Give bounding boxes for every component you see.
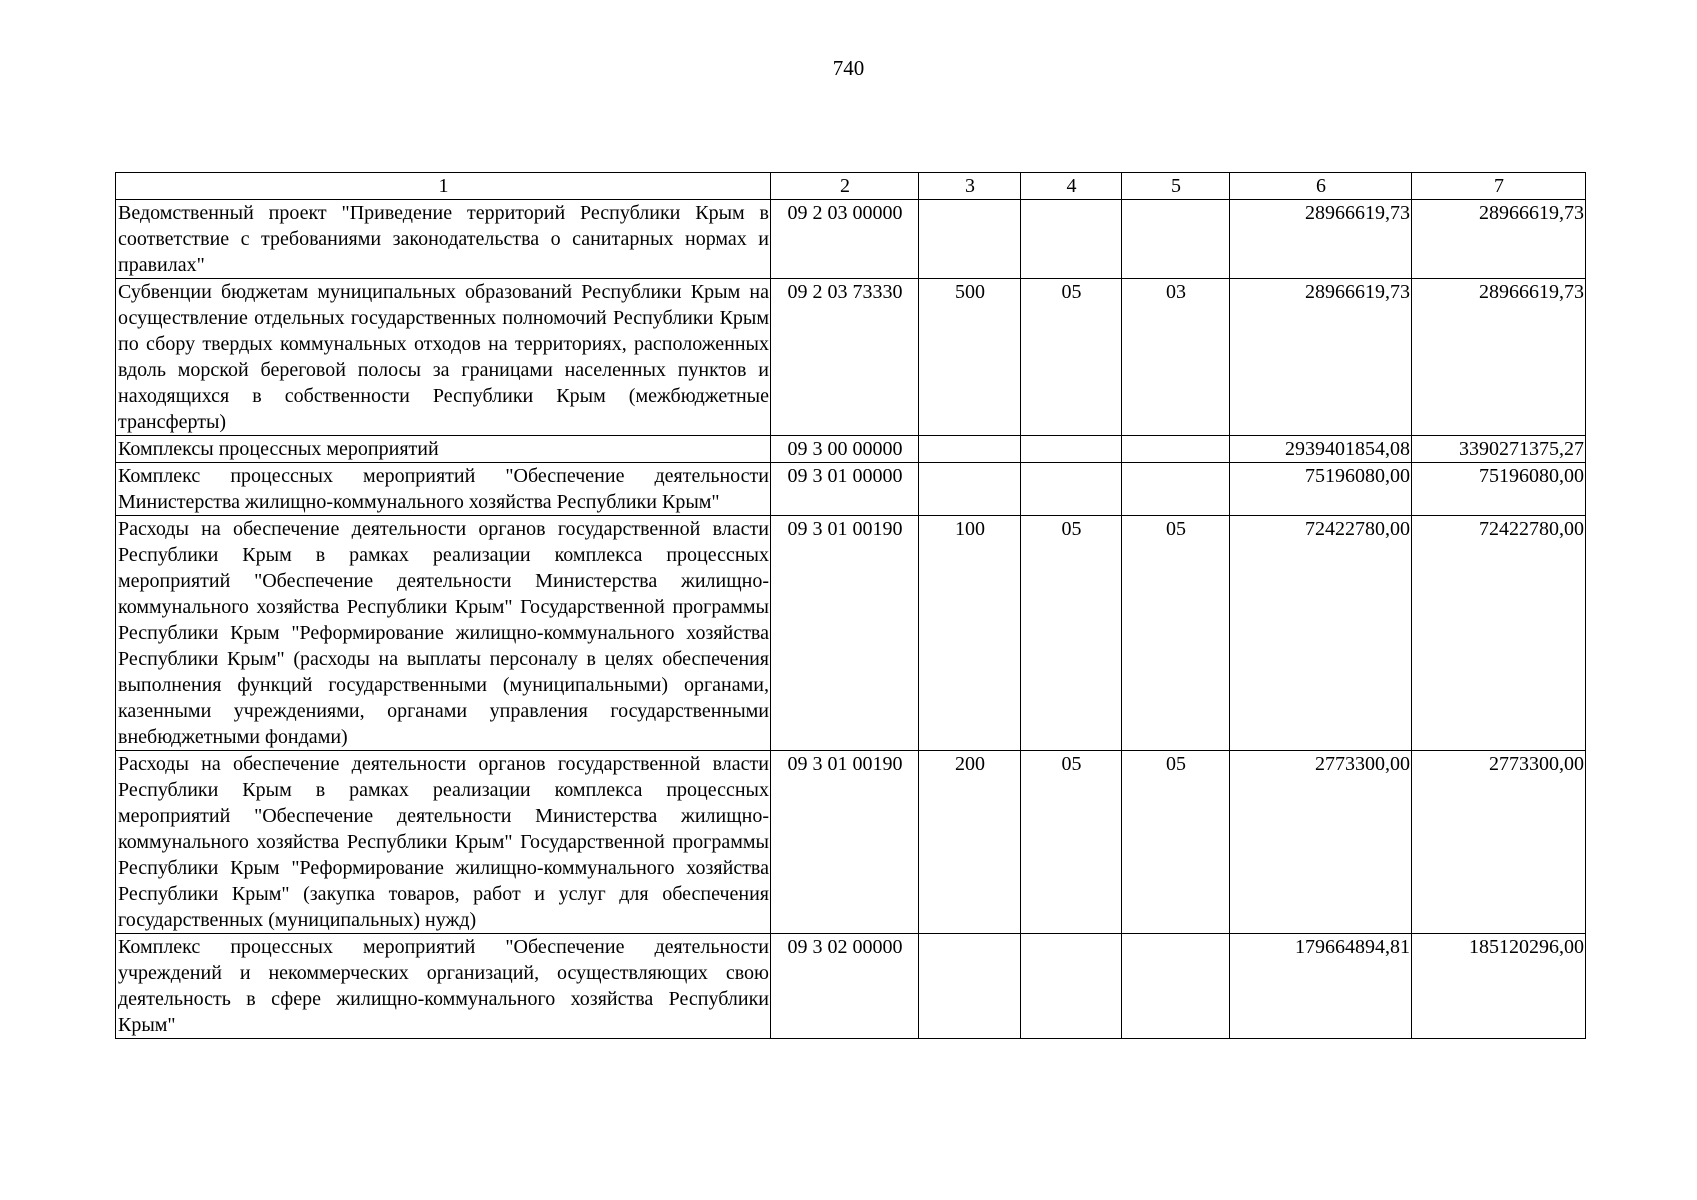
row-amount-col7: 28966619,73 xyxy=(1412,200,1586,279)
row-name: Комплексы процессных мероприятий xyxy=(116,436,771,463)
row-target-code: 09 2 03 73330 xyxy=(771,279,919,436)
row-amount-col6: 2939401854,08 xyxy=(1230,436,1412,463)
column-header-2: 2 xyxy=(771,173,919,200)
row-name: Расходы на обеспечение деятельности органов государственной власти Республики Крым в рамках реализации комплекса процессных мероприятий "Обеспечение деятельности Министерства жилищно-коммунального хозяйства Республики Крым" Государственной программы Республики Крым "Реформирование жилищно-коммунального хозяйства Республики Крым" (расходы на выплаты персоналу в целях обеспечения выполнения функций государственными (муниципальными) органами, казенными учреждениями, органами управления государственными внебюджетными фондами) xyxy=(116,516,771,751)
row-subsection: 03 xyxy=(1122,279,1230,436)
row-subsection xyxy=(1122,436,1230,463)
column-header-4: 4 xyxy=(1021,173,1122,200)
table-row xyxy=(116,279,1586,436)
column-header-3: 3 xyxy=(919,173,1021,200)
row-target-code: 09 3 00 00000 xyxy=(771,436,919,463)
row-name: Расходы на обеспечение деятельности органов государственной власти Республики Крым в рамках реализации комплекса процессных мероприятий "Обеспечение деятельности Министерства жилищно-коммунального хозяйства Республики Крым" Государственной программы Республики Крым "Реформирование жилищно-коммунального хозяйства Республики Крым" (закупка товаров, работ и услуг для обеспечения государственных (муниципальных) нужд) xyxy=(116,751,771,934)
row-expense-type: 200 xyxy=(919,751,1021,934)
row-target-code: 09 2 03 00000 xyxy=(771,200,919,279)
column-header-7: 7 xyxy=(1412,173,1586,200)
row-amount-col7: 3390271375,27 xyxy=(1412,436,1586,463)
row-section xyxy=(1021,200,1122,279)
row-name: Ведомственный проект "Приведение территорий Республики Крым в соответствие с требованиями законодательства о санитарных нормах и правилах" xyxy=(116,200,771,279)
row-amount-col6: 179664894,81 xyxy=(1230,934,1412,1039)
page-number: 740 xyxy=(832,56,865,80)
row-section xyxy=(1021,436,1122,463)
row-amount-col7: 75196080,00 xyxy=(1412,463,1586,516)
row-subsection: 05 xyxy=(1122,516,1230,751)
budget-table xyxy=(115,172,1586,1039)
row-name: Субвенции бюджетам муниципальных образований Республики Крым на осуществление отдельных государственных полномочий Республики Крым по сбору твердых коммунальных отходов на территориях, расположенных вдоль морской береговой полосы за границами населенных пунктов и находящихся в собственности Республики Крым (межбюджетные трансферты) xyxy=(116,279,771,436)
row-target-code: 09 3 02 00000 xyxy=(771,934,919,1039)
table-row xyxy=(116,516,1586,751)
row-amount-col7: 185120296,00 xyxy=(1412,934,1586,1039)
row-amount-col6: 28966619,73 xyxy=(1230,279,1412,436)
row-amount-col7: 28966619,73 xyxy=(1412,279,1586,436)
row-name: Комплекс процессных мероприятий "Обеспечение деятельности Министерства жилищно-коммунального хозяйства Республики Крым" xyxy=(116,463,771,516)
row-amount-col6: 2773300,00 xyxy=(1230,751,1412,934)
row-subsection: 05 xyxy=(1122,751,1230,934)
row-amount-col7: 2773300,00 xyxy=(1412,751,1586,934)
column-header-6: 6 xyxy=(1230,173,1412,200)
row-amount-col6: 28966619,73 xyxy=(1230,200,1412,279)
row-expense-type xyxy=(919,436,1021,463)
row-section: 05 xyxy=(1021,279,1122,436)
row-amount-col6: 72422780,00 xyxy=(1230,516,1412,751)
row-target-code: 09 3 01 00190 xyxy=(771,516,919,751)
table-row xyxy=(116,200,1586,279)
header-row xyxy=(116,173,1586,200)
row-section xyxy=(1021,463,1122,516)
row-subsection xyxy=(1122,200,1230,279)
row-expense-type: 500 xyxy=(919,279,1021,436)
table-row xyxy=(116,436,1586,463)
row-subsection xyxy=(1122,934,1230,1039)
row-expense-type xyxy=(919,934,1021,1039)
row-expense-type xyxy=(919,200,1021,279)
row-amount-col7: 72422780,00 xyxy=(1412,516,1586,751)
row-target-code: 09 3 01 00000 xyxy=(771,463,919,516)
row-name: Комплекс процессных мероприятий "Обеспечение деятельности учреждений и некоммерческих организаций, осуществляющих свою деятельность в сфере жилищно-коммунального хозяйства Республики Крым" xyxy=(116,934,771,1039)
row-amount-col6: 75196080,00 xyxy=(1230,463,1412,516)
row-target-code: 09 3 01 00190 xyxy=(771,751,919,934)
row-section: 05 xyxy=(1021,516,1122,751)
column-header-5: 5 xyxy=(1122,173,1230,200)
row-section xyxy=(1021,934,1122,1039)
row-section: 05 xyxy=(1021,751,1122,934)
row-subsection xyxy=(1122,463,1230,516)
table-row xyxy=(116,463,1586,516)
row-expense-type xyxy=(919,463,1021,516)
table-row xyxy=(116,751,1586,934)
table-row xyxy=(116,934,1586,1039)
column-header-1: 1 xyxy=(116,173,771,200)
row-expense-type: 100 xyxy=(919,516,1021,751)
